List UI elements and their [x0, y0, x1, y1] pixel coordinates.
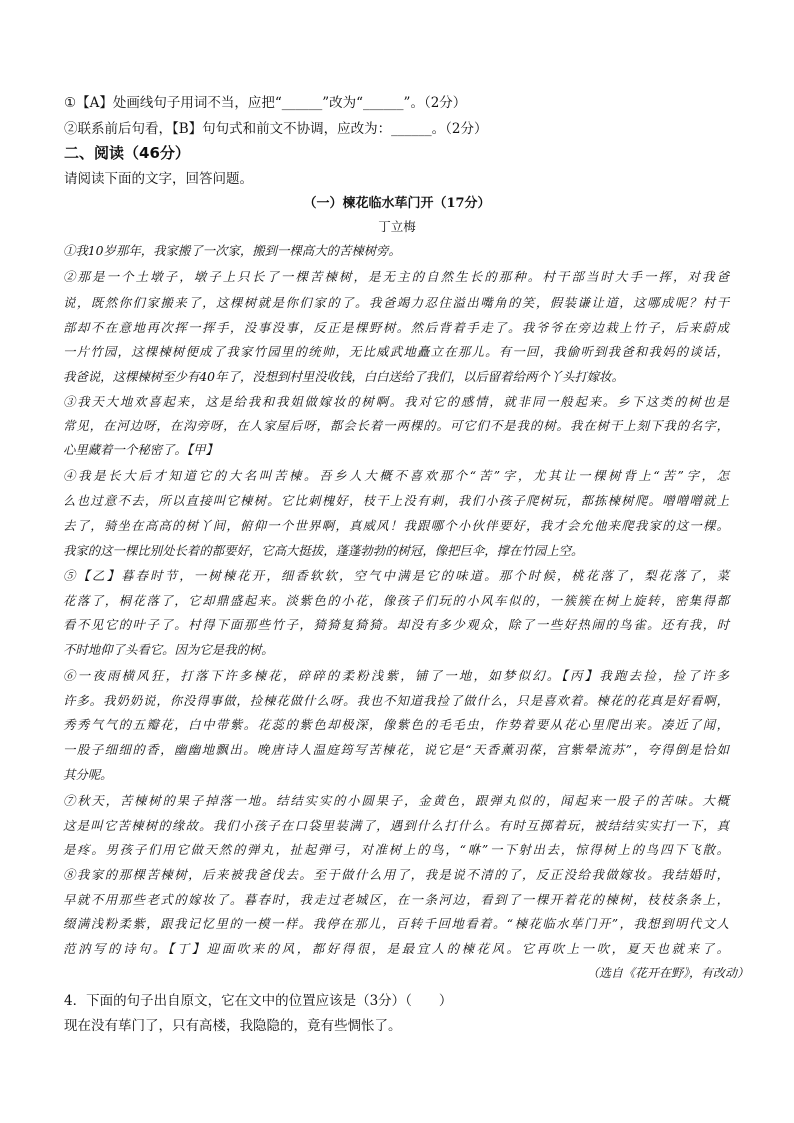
article-line: ⑧我家的那棵苦楝树，后来被我爸伐去。至于做什么用了，我是说不清的了，反正没给我做嫁妆。我结婚时， [63, 867, 729, 882]
article-line: ③我天大地欢喜起来，这是给我和我姐做嫁妆的树啊。我对它的感情，就非同一般起来。乡下这类的树也是 [63, 394, 729, 409]
article-line: 缀满浅粉柔紫，跟我记忆里的一模一样。我停在那儿，百转千回地看着。“楝花临水荜门开”，我想到明代文人 [63, 916, 729, 931]
article-line: 许多。我奶奶说，你没得事做，捡楝花做什么呀。我也不知道我捡了做什么，只是喜欢着。楝花的花真是好看啊， [63, 693, 729, 708]
article-line: 部却不在意地再次挥一挥手，没事没事，反正是棵野树。然后背着手走了。我爷爷在旁边栽上竹子，后来蔚成 [63, 320, 729, 335]
article-line: 花落了，桐花落了，它却鼎盛起来。淡紫色的小花，像孩子们玩的小风车似的，一簇簇在树上旋转，密集得都 [63, 593, 729, 608]
article-line: 一股子细细的香，幽幽地飘出。晚唐诗人温庭筠写苦楝花，说它是“天香薰羽葆，宫紫晕流苏”，夸得倒是恰如 [63, 742, 729, 757]
article-line: 看不见它的叶子了。村得下面那些竹子，猗猗复猗猗。却没有多少观众，除了一些好热闹的鸟雀。还有我，时 [63, 617, 729, 632]
article-line: ⑦秋天，苦楝树的果子掉落一地。结结实实的小圆果子，金黄色，跟弹丸似的，闻起来一股子的苦味。大概 [63, 793, 729, 808]
article-line: 这是叫它苦楝树的缘故。我们小孩子在口袋里装满了，遇到什么打什么。有时互掷着玩，被结结实实打一下，真 [63, 818, 729, 833]
article-line: 不时地仰了头看它。因为它是我的树。 [63, 642, 274, 657]
article-line: ⑤【乙】暮春时节，一树楝花开，细香软软，空气中满是它的味道。那个时候，桃花落了，梨花落了，菜 [63, 568, 729, 583]
article-line: ②那是一个土墩子，墩子上只长了一棵苦楝树，是无主的自然生长的那种。村干部当时大手一挥，对我爸 [63, 269, 729, 284]
question-1-sub-a: ①【A】处画线句子用词不当，应把“______”改为“______”。（2分） [64, 95, 467, 111]
article-line: 我家的这一棵比别处长着的都要好，它高大挺拔，蓬蓬勃勃的树冠，像把巨伞，撑在竹园上空。 [63, 543, 584, 558]
article-source: （选自《花开在野》，有改动） [586, 966, 749, 980]
article-line: 去了，骑坐在高高的树丫间，俯仰一个世界啊，真威风！我跟哪个小伙伴要好，我才会允他来爬我家的这一棵。 [63, 518, 729, 533]
article-line: 秀秀气气的五瓣花，白中带紫。花蕊的紫色却极深，像紫色的毛毛虫，作势着要从花心里爬出来。凑近了闻， [63, 717, 729, 732]
article-author: 丁立梅 [378, 219, 416, 234]
section-heading: 二、阅读（46分） [64, 144, 190, 162]
article-line: ④我是长大后才知道它的大名叫苦楝。吾乡人大概不喜欢那个“苦”字，尤其让一棵树背上“苦”字，怎 [63, 468, 729, 483]
question-4-sentence: 现在没有荜门了，只有高楼，我隐隐的，竟有些惆怅了。 [64, 1018, 402, 1034]
article-line: 早就不用那些老式的嫁妆了。暮春时，我走过老城区，在一条河边，看到了一棵开着花的楝树，枝枝条条上， [63, 892, 729, 907]
article-line: 一片竹园，这棵楝树便成了我家竹园里的统帅，无比威武地矗立在那儿。有一回，我偷听到我爸和我妈的谈话， [63, 344, 729, 359]
article-line: ⑥一夜雨横风狂，打落下许多楝花，碎碎的柔粉浅紫，铺了一地，如梦似幻。【丙】我跑去捡，捡了许多 [63, 668, 729, 683]
question-4-prompt: 4．下面的句子出自原文，它在文中的位置应该是（3分）（ ） [64, 993, 453, 1009]
article-line: 其分呢。 [63, 767, 113, 782]
article-line: 说，既然你们家搬来了，这棵树就是你们家的了。我爸竭力忍住溢出嘴角的笑，假装谦让道，这哪成呢？村干 [63, 295, 729, 310]
article-title: （一）楝花临水荜门开（17分） [303, 196, 491, 211]
article-line: 是疼。男孩子们用它做天然的弹丸，扯起弹弓，对准树上的鸟，“咻”一下射出去，惊得树上的鸟四下飞散。 [63, 842, 729, 857]
article-line: 常见，在河边呀，在沟旁呀，在人家屋后呀，都会长着一两棵的。可它们不是我的树。我在树干上刻下我的名字， [63, 418, 729, 433]
article-line: 范汭写的诗句。【丁】迎面吹来的风，都好得很，是最宜人的楝花风。它再吹上一吹，夏天也就来了。 [63, 941, 729, 956]
article-line: 心里藏着一个秘密了。【甲】 [63, 442, 218, 457]
question-1-sub-b: ②联系前后句看，【B】句句式和前文不协调，应改为：______。（2分） [64, 121, 488, 137]
section-instruction: 请阅读下面的文字，回答问题。 [64, 171, 253, 187]
article-line: 我爸说，这棵楝树至少有40年了，没想到村里没收钱，白白送给了我们，以后留着给两个丫头打嫁妆。 [63, 369, 624, 384]
article-line: ①我10岁那年，我家搬了一次家，搬到一棵高大的苦楝树旁。 [63, 243, 401, 258]
article-line: 么也过意不去，所以直接叫它楝树。它比刺槐好，枝干上没有刺，我们小孩子爬树玩，都拣楝树爬。噌噌噌就上 [63, 493, 729, 508]
